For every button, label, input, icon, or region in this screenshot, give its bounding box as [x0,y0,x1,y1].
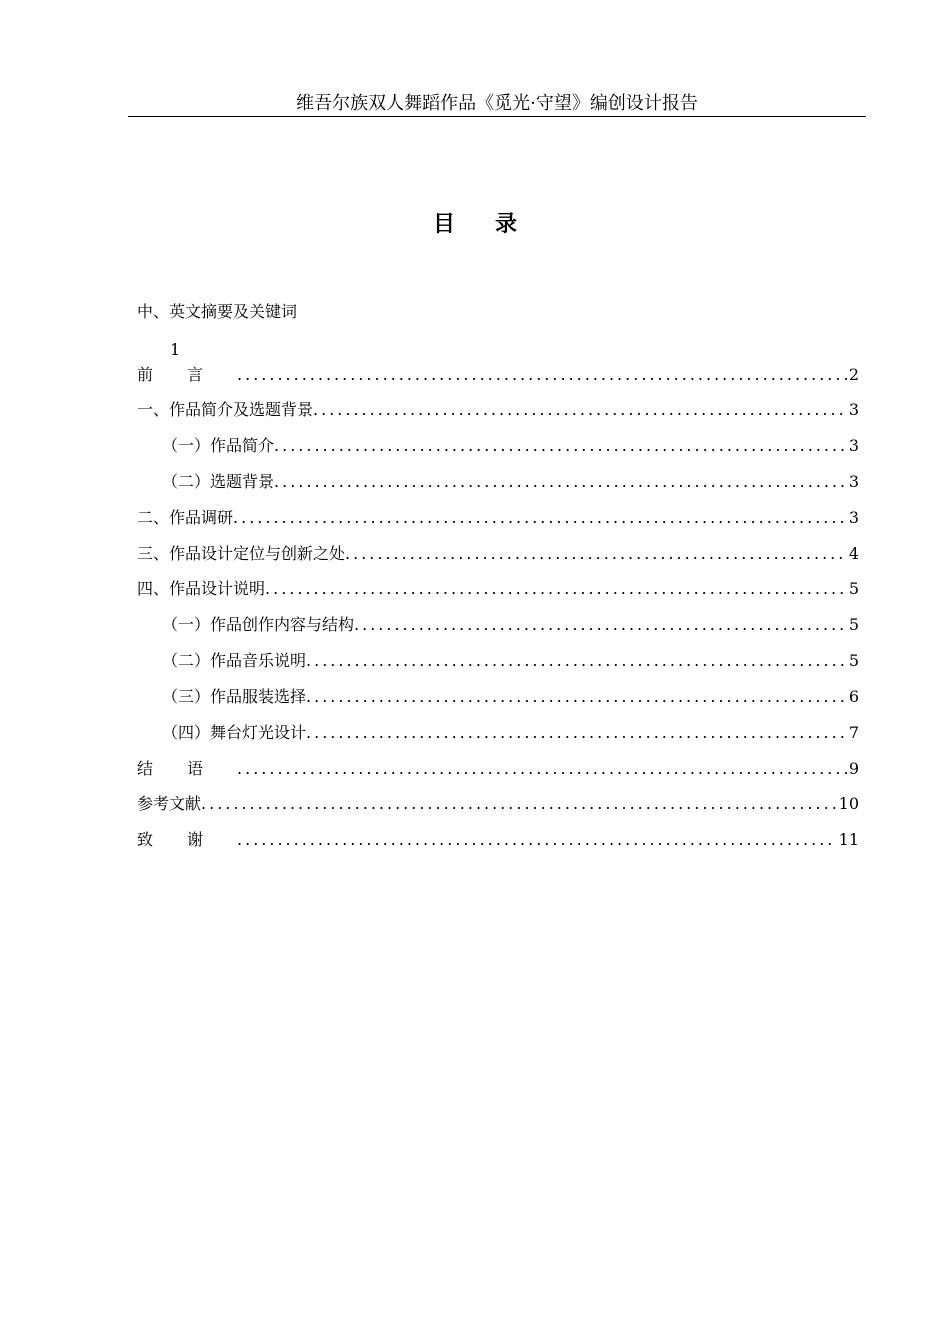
toc-entry-label: （一）作品创作内容与结构 [162,615,355,634]
toc-entry-page: 9 [848,759,859,778]
toc-leader-dots [354,614,847,636]
toc-entry-label: 结语 [137,759,238,778]
toc-entry-preface[interactable] [137,364,859,386]
toc-entry-page: 11 [838,830,859,849]
toc-entry-references[interactable] [137,793,859,815]
toc-entry-section-4[interactable] [137,578,859,600]
toc-entry-page: 7 [848,723,859,742]
toc-entry-section-4-2[interactable] [162,650,859,672]
toc-entry-page: 5 [848,579,859,598]
toc-entry-section-4-4[interactable] [162,722,859,744]
toc-leader-dots [237,829,837,851]
header-rule [128,116,866,117]
toc-leader-dots [233,507,847,529]
toc-entry-conclusion[interactable] [137,758,859,780]
toc-entry-page: 3 [848,508,859,527]
toc-entry-label: 三、作品设计定位与创新之处 [137,544,346,563]
toc-entry-page: 10 [838,794,859,813]
toc-entry-label: （二）选题背景 [162,472,275,491]
toc-entry-section-1-2[interactable] [162,471,859,493]
toc-leader-dots [306,650,847,672]
toc-entry-page: 3 [848,400,859,419]
toc-entry-label: 前言 [137,365,238,384]
toc-entry-acknowledgements[interactable] [137,829,859,851]
toc-leader-dots [265,578,847,600]
toc-entry-label: （三）作品服装选择 [162,687,307,706]
toc-leader-dots [237,758,847,780]
toc-entry-label: 一、作品简介及选题背景 [137,400,314,419]
toc-entry-section-4-1[interactable] [162,614,859,636]
toc-entry-page: 2 [848,365,859,384]
toc-leader-dots [313,399,847,421]
toc-entry-section-2[interactable] [137,507,859,529]
toc-entry-section-3[interactable] [137,543,859,565]
toc-entry-abstract-label: 中、英文摘要及关键词 [137,302,298,321]
toc-leader-dots [201,793,837,815]
toc-entry-label: 致谢 [137,830,238,849]
toc-entry-label: （一）作品简介 [162,436,275,455]
toc-entry-page: 5 [848,651,859,670]
toc-leader-dots [274,435,847,457]
toc-entry-label: （四）舞台灯光设计 [162,723,307,742]
toc-entry-page: 3 [848,436,859,455]
toc-leader-dots [306,722,847,744]
running-header: 维吾尔族双人舞蹈作品《觅光·守望》编创设计报告 [296,93,698,114]
toc-leader-dots [306,686,847,708]
toc-leader-dots [274,471,847,493]
toc-entry-section-4-3[interactable] [162,686,859,708]
toc-entry-section-1[interactable] [137,399,859,421]
toc-entry-page: 6 [848,687,859,706]
toc-leader-dots [345,543,847,565]
toc-entry-label: 四、作品设计说明 [137,579,266,598]
toc-entry-label: 参考文献 [137,794,202,813]
toc-title: 目录 [432,212,557,237]
toc-entry-page: 3 [848,472,859,491]
toc-entry-label: 二、作品调研 [137,508,234,527]
toc-entry-page: 4 [848,544,859,563]
toc-entry-section-1-1[interactable] [162,435,859,457]
toc-leader-dots [237,364,847,386]
toc-entry-label: （二）作品音乐说明 [162,651,307,670]
toc-entry-page: 5 [848,615,859,634]
toc-entry-abstract-page: 1 [170,340,181,359]
